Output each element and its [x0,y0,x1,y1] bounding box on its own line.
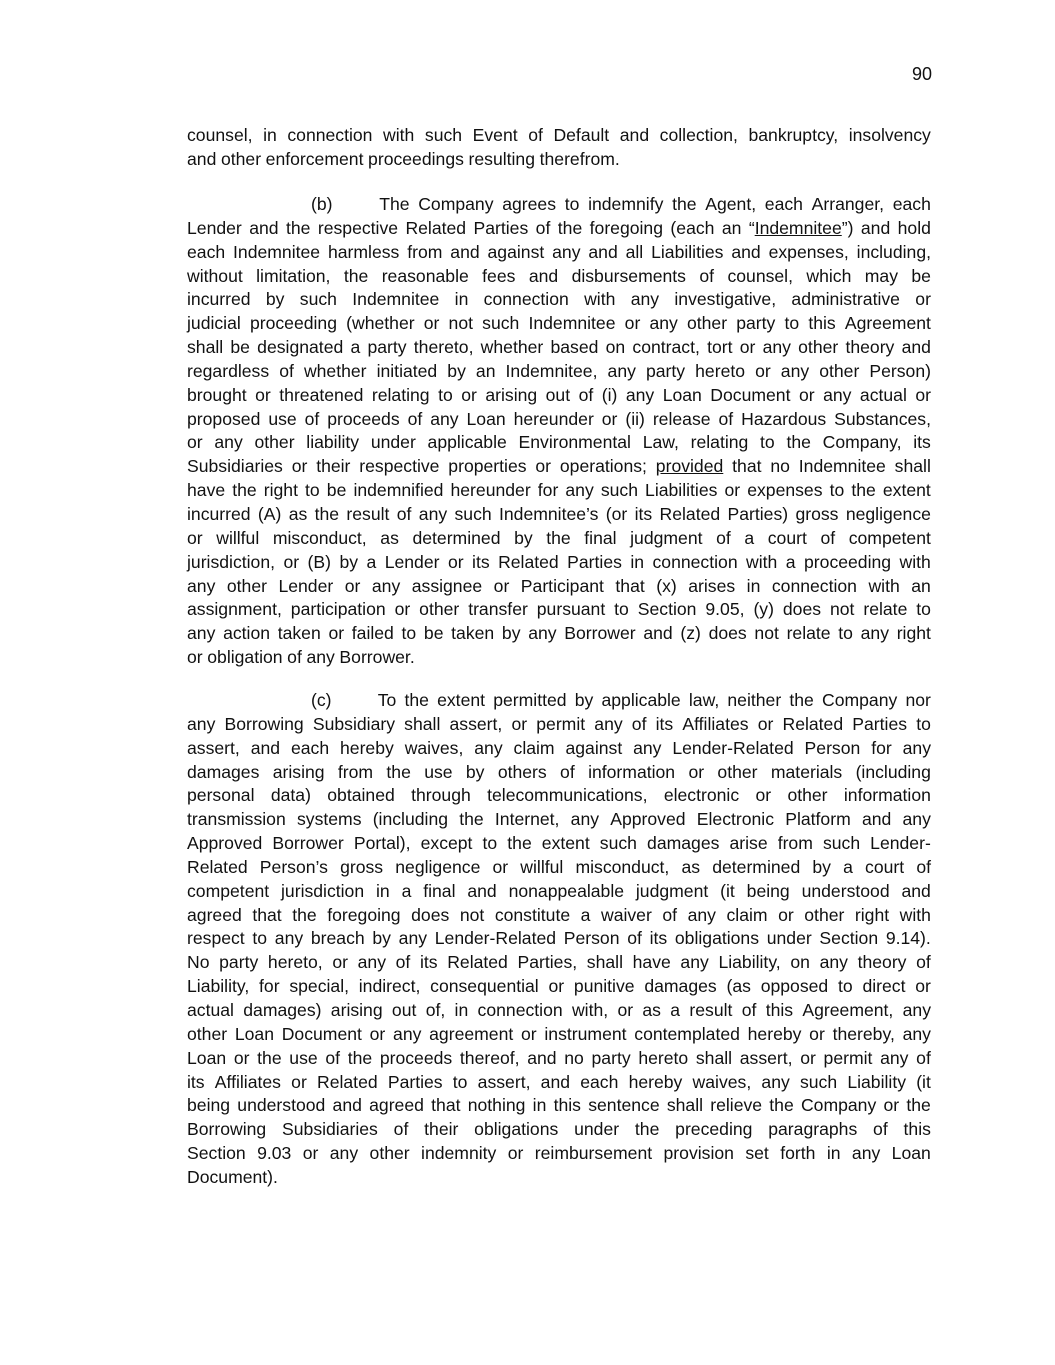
text-line: judicial proceeding (whether or not such Indemnitee or any other party to this Agreement [187,313,931,334]
text-line: each Indemnitee harmless from and against any and all Liabilities and expenses, including, [187,241,931,262]
paragraph-c [187,689,931,1190]
text-line: respect to any breach by any Lender-Related Person of its obligations under Section 9.14). [187,928,931,949]
text-line: No party hereto, or any of its Related Parties, shall have any Liability, on any theory of [187,952,931,973]
text-line: Approved Borrower Portal), except to the extent such damages arise from such Lender- [187,833,931,854]
text-line: assert, and each hereby waives, any claim against any Lender-Related Person for any [187,737,931,758]
text-line: brought or threatened relating to or arising out of (i) any Loan Document or any actual or [187,384,931,405]
text-line: or any other liability under applicable Environmental Law, relating to the Company, its [187,432,931,453]
text-line: regardless of whether initiated by an Indemnitee, any party hereto or any other Person) [187,360,931,381]
defined-term: provided [655,456,724,477]
text-line: Loan or the use of the proceeds thereof, and no party hereto shall assert, or permit any of [187,1047,931,1068]
text-line: agreed that the foregoing does not constitute a waiver of any claim or other right with [187,904,931,925]
text-line: transmission systems (including the Internet, any Approved Electronic Platform and any [187,809,931,830]
text-line: without limitation, the reasonable fees and disbursements of counsel, which may be [187,265,931,286]
defined-term: Indemnitee [754,217,842,238]
text-line: personal data) obtained through telecommunications, electronic or other information [187,785,931,806]
page-number: 90 [912,64,933,84]
text-line: incurred by such Indemnitee in connection with any investigative, administrative or [187,289,931,310]
text-line: or obligation of any Borrower. [187,647,415,668]
text-line: (c) To the extent permitted by applicable law, neither the Company nor [311,690,931,710]
text-line: Related Person’s gross negligence or willful misconduct, as determined by a court of [187,856,931,877]
text-line: any action taken or failed to be taken by any Borrower and (z) does not relate to any right [187,623,931,644]
text-line: assignment, participation or other transfer pursuant to Section 9.05, (y) does not relate to [187,599,931,620]
text-line: competent jurisdiction in a final and nonappealable judgment (it being understood and [187,880,931,901]
text-line: and other enforcement proceedings resulting therefrom. [187,148,620,169]
text-line: Lender and the respective Related Parties of the foregoing (each an “Indemnitee”) and hold [187,217,931,238]
text-line: damages arising from the use by others of information or other materials (including [187,761,931,782]
text-line: jurisdiction, or (B) by a Lender or its Related Parties in connection with a proceeding with [187,551,931,572]
text-line: incurred (A) as the result of any such Indemnitee’s (or its Related Parties) gross negligence [187,503,931,524]
text-line: Liability, for special, indirect, consequential or punitive damages (as opposed to direct or [187,976,931,997]
text-line: or willful misconduct, as determined by the final judgment of a court of competent [187,527,931,548]
text-line: (b) The Company agrees to indemnify the Agent, each Arranger, each [311,194,931,214]
paragraph-continuation [187,124,931,172]
text-line: Subsidiaries or their respective properties or operations; provided that no Indemnitee shall [187,456,931,477]
text-line: being understood and agreed that nothing in this sentence shall relieve the Company or the [187,1095,931,1116]
text-line: its Affiliates or Related Parties to assert, and each hereby waives, any such Liability (it [187,1071,931,1092]
text-line: have the right to be indemnified hereunder for any such Liabilities or expenses to the extent [187,480,931,501]
text-line: Borrowing Subsidiaries of their obligations under the preceding paragraphs of this [187,1119,931,1140]
text-line: any Borrowing Subsidiary shall assert, or permit any of its Affiliates or Related Parties to [187,713,931,734]
text-line: actual damages) arising out of, in connection with, or as a result of this Agreement, any [187,999,931,1020]
text-line: shall be designated a party thereto, whether based on contract, tort or any other theory and [187,337,931,358]
text-line: any other Lender or any assignee or Participant that (x) arises in connection with an [187,575,931,596]
text-line: proposed use of proceeds of any Loan hereunder or (ii) release of Hazardous Substances, [187,408,931,429]
text-line: Section 9.03 or any other indemnity or reimbursement provision set forth in any Loan [187,1143,931,1164]
paragraph-b [187,193,931,670]
text-line: other Loan Document or any agreement or instrument contemplated hereby or thereby, any [187,1023,931,1044]
text-line: Document). [187,1166,278,1187]
text-line: counsel, in connection with such Event of Default and collection, bankruptcy, insolvency [187,125,931,145]
